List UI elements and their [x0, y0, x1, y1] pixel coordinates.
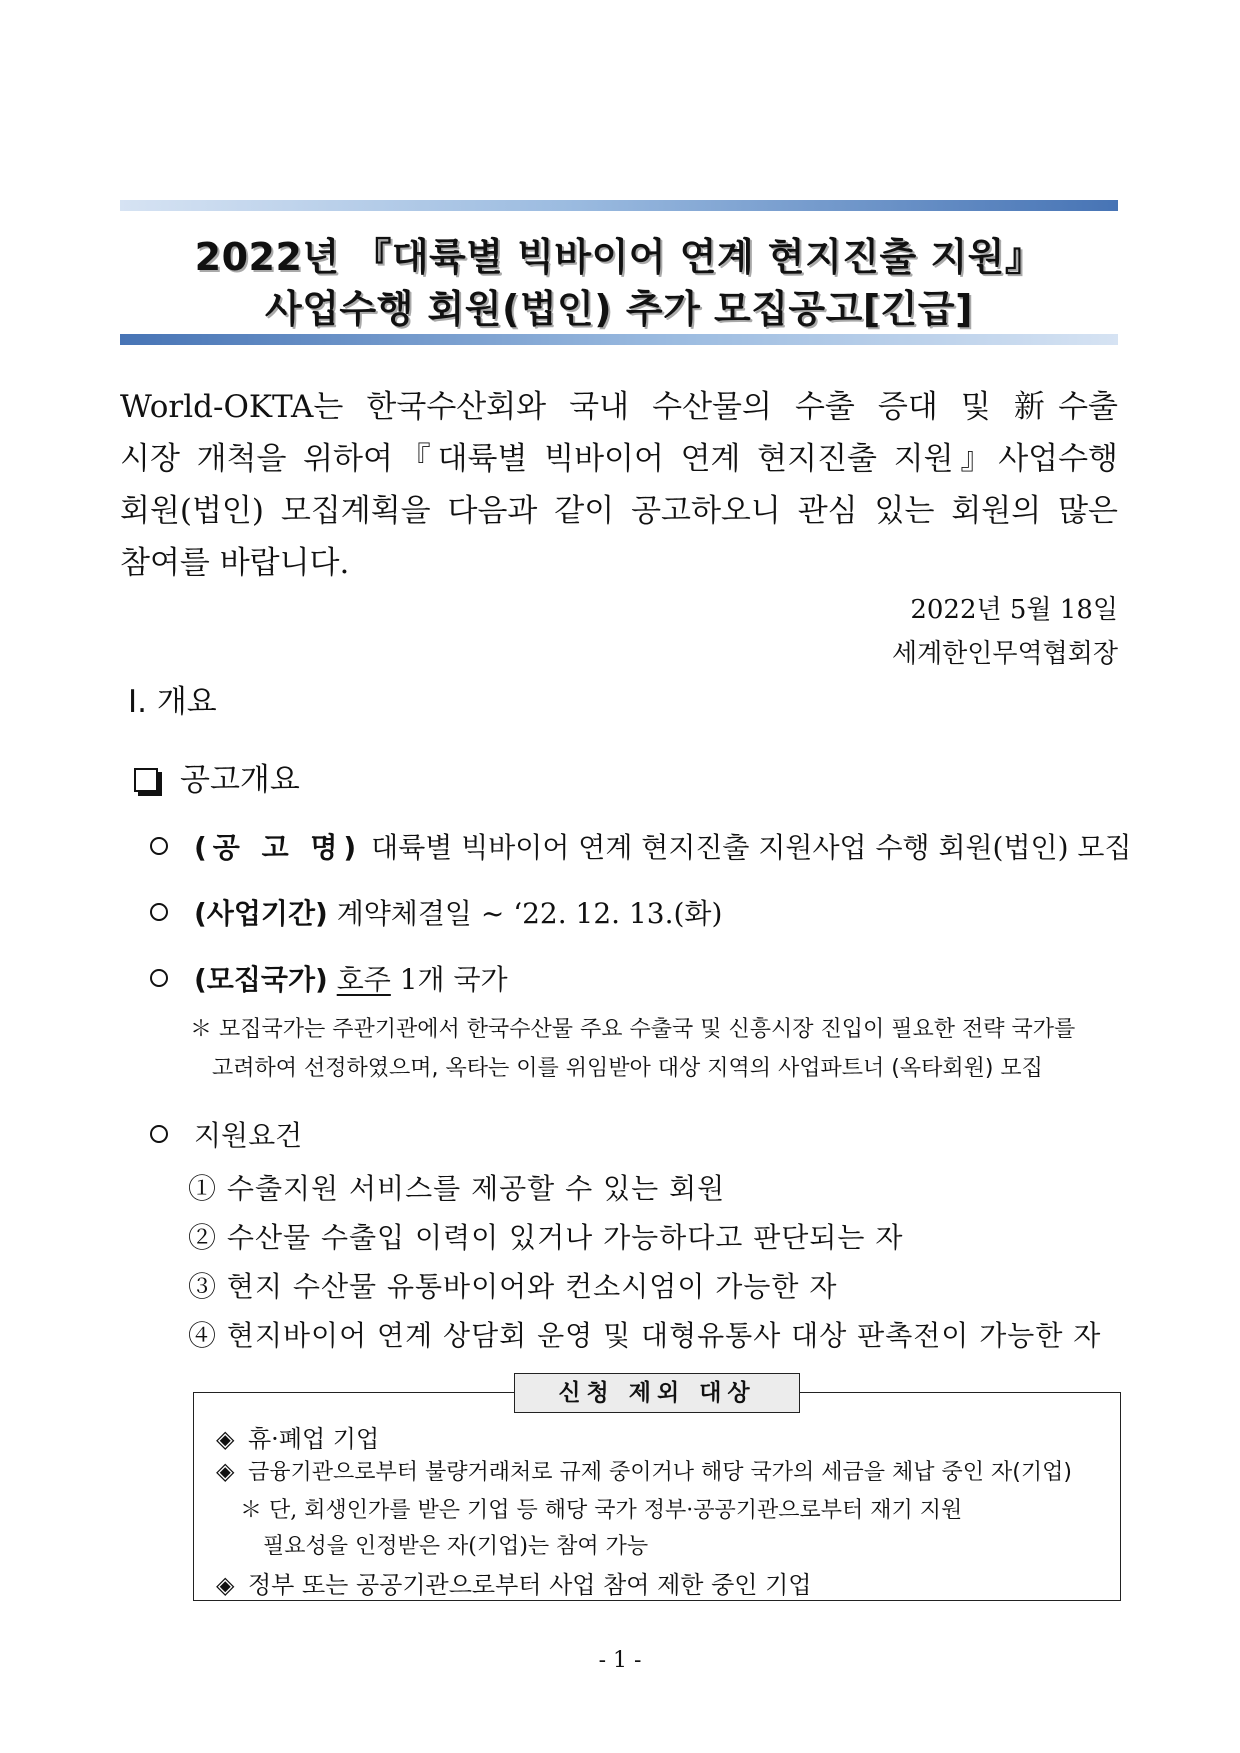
requirement-3: ③ 현지 수산물 유통바이어와 컨소시엄이 가능한 자 [188, 1270, 838, 1303]
circle-bullet-icon [150, 969, 168, 987]
exclusion-title: 신청 제외 대상 [514, 1373, 800, 1413]
intro-line-3: 회원(법인) 모집계획을 다음과 같이 공고하오니 관심 있는 회원의 많은 [120, 493, 1118, 529]
requirement-4: ④ 현지바이어 연계 상담회 운영 및 대형유통사 대상 판촉전이 가능한 자 [188, 1319, 1102, 1352]
circle-bullet-icon [150, 903, 168, 921]
exclusion-item-1 [216, 1419, 379, 1454]
diamond-bullet-icon: ◈ [216, 1457, 235, 1485]
intro-line-1: World-OKTA는 한국수산회와 국내 수산물의 수출 증대 및 新수출 [120, 389, 1118, 425]
business-period-value: 계약체결일 ~ ‘22. 12. 13.(화) [336, 897, 723, 930]
exclusion-item-3 [216, 1565, 811, 1600]
exclusion-note-line-2: 필요성을 인정받은 자(기업)는 참여 가능 [263, 1534, 649, 1559]
page-title-line-1: 2022년 『대륙별 빅바이어 연계 현지진출 지원』 [194, 235, 1044, 279]
business-period-item [150, 892, 722, 932]
requirements-label: 지원요건 [194, 1119, 303, 1152]
exclusion-item-2-text: 금융기관으로부터 불량거래처로 규제 중이거나 해당 국가의 세금을 체납 중인 자(기업) [248, 1460, 1072, 1485]
notice-name-value: 대륙별 빅바이어 연계 현지진출 지원사업 수행 회원(법인) 모집 [371, 831, 1132, 864]
page-number: - 1 - [598, 1648, 642, 1673]
notice-name-label: (공 고 명) [194, 831, 363, 864]
exclusion-note-line-1: ＊ 단, 회생인가를 받은 기업 등 해당 국가 정부·공공기관으로부터 재기 지원 [240, 1498, 963, 1523]
announcement-signer: 세계한인무역협회장 [891, 639, 1118, 669]
notice-name-item [150, 826, 1132, 866]
title-bottom-bar [120, 334, 1118, 345]
recruit-country-count: 1개 국가 [399, 963, 508, 996]
intro-line-4: 참여를 바랍니다. [120, 545, 350, 581]
announcement-date: 2022년 5월 18일 [910, 595, 1118, 625]
section-heading: Ⅰ. 개요 [128, 684, 217, 720]
exclusion-item-2 [216, 1455, 1072, 1486]
subsection-heading-label: 공고개요 [180, 762, 300, 798]
recruit-country-label: (모집국가) [194, 963, 328, 996]
requirements-item [150, 1114, 302, 1154]
checkbox-icon [134, 768, 158, 792]
recruit-note-line-1: ＊ 모집국가는 주관기관에서 한국수산물 주요 수출국 및 신흥시장 진입이 필요한 전략 국가를 [190, 1017, 1076, 1042]
recruit-country-item [150, 958, 508, 998]
exclusion-item-3-text: 정부 또는 공공기관으로부터 사업 참여 제한 중인 기업 [248, 1571, 812, 1599]
diamond-bullet-icon: ◈ [216, 1571, 235, 1599]
title-top-bar [120, 200, 1118, 211]
requirement-2: ② 수산물 수출입 이력이 있거나 가능하다고 판단되는 자 [188, 1221, 904, 1254]
requirement-1: ① 수출지원 서비스를 제공할 수 있는 회원 [188, 1172, 726, 1205]
page-title-line-2: 사업수행 회원(법인) 추가 모집공고[긴급] [265, 287, 973, 331]
circle-bullet-icon [150, 1125, 168, 1143]
intro-line-2: 시장 개척을 위하여『대륙별 빅바이어 연계 현지진출 지원』사업수행 [120, 441, 1118, 477]
subsection-heading [134, 754, 300, 799]
diamond-bullet-icon: ◈ [216, 1425, 235, 1453]
exclusion-item-1-text: 휴·폐업 기업 [248, 1425, 380, 1453]
recruit-note-line-2: 고려하여 선정하였으며, 옥타는 이를 위임받아 대상 지역의 사업파트너 (옥타회원) 모집 [212, 1056, 1043, 1081]
circle-bullet-icon [150, 837, 168, 855]
business-period-label: (사업기간) [194, 897, 328, 930]
recruit-country-name: 호주 [336, 963, 391, 996]
